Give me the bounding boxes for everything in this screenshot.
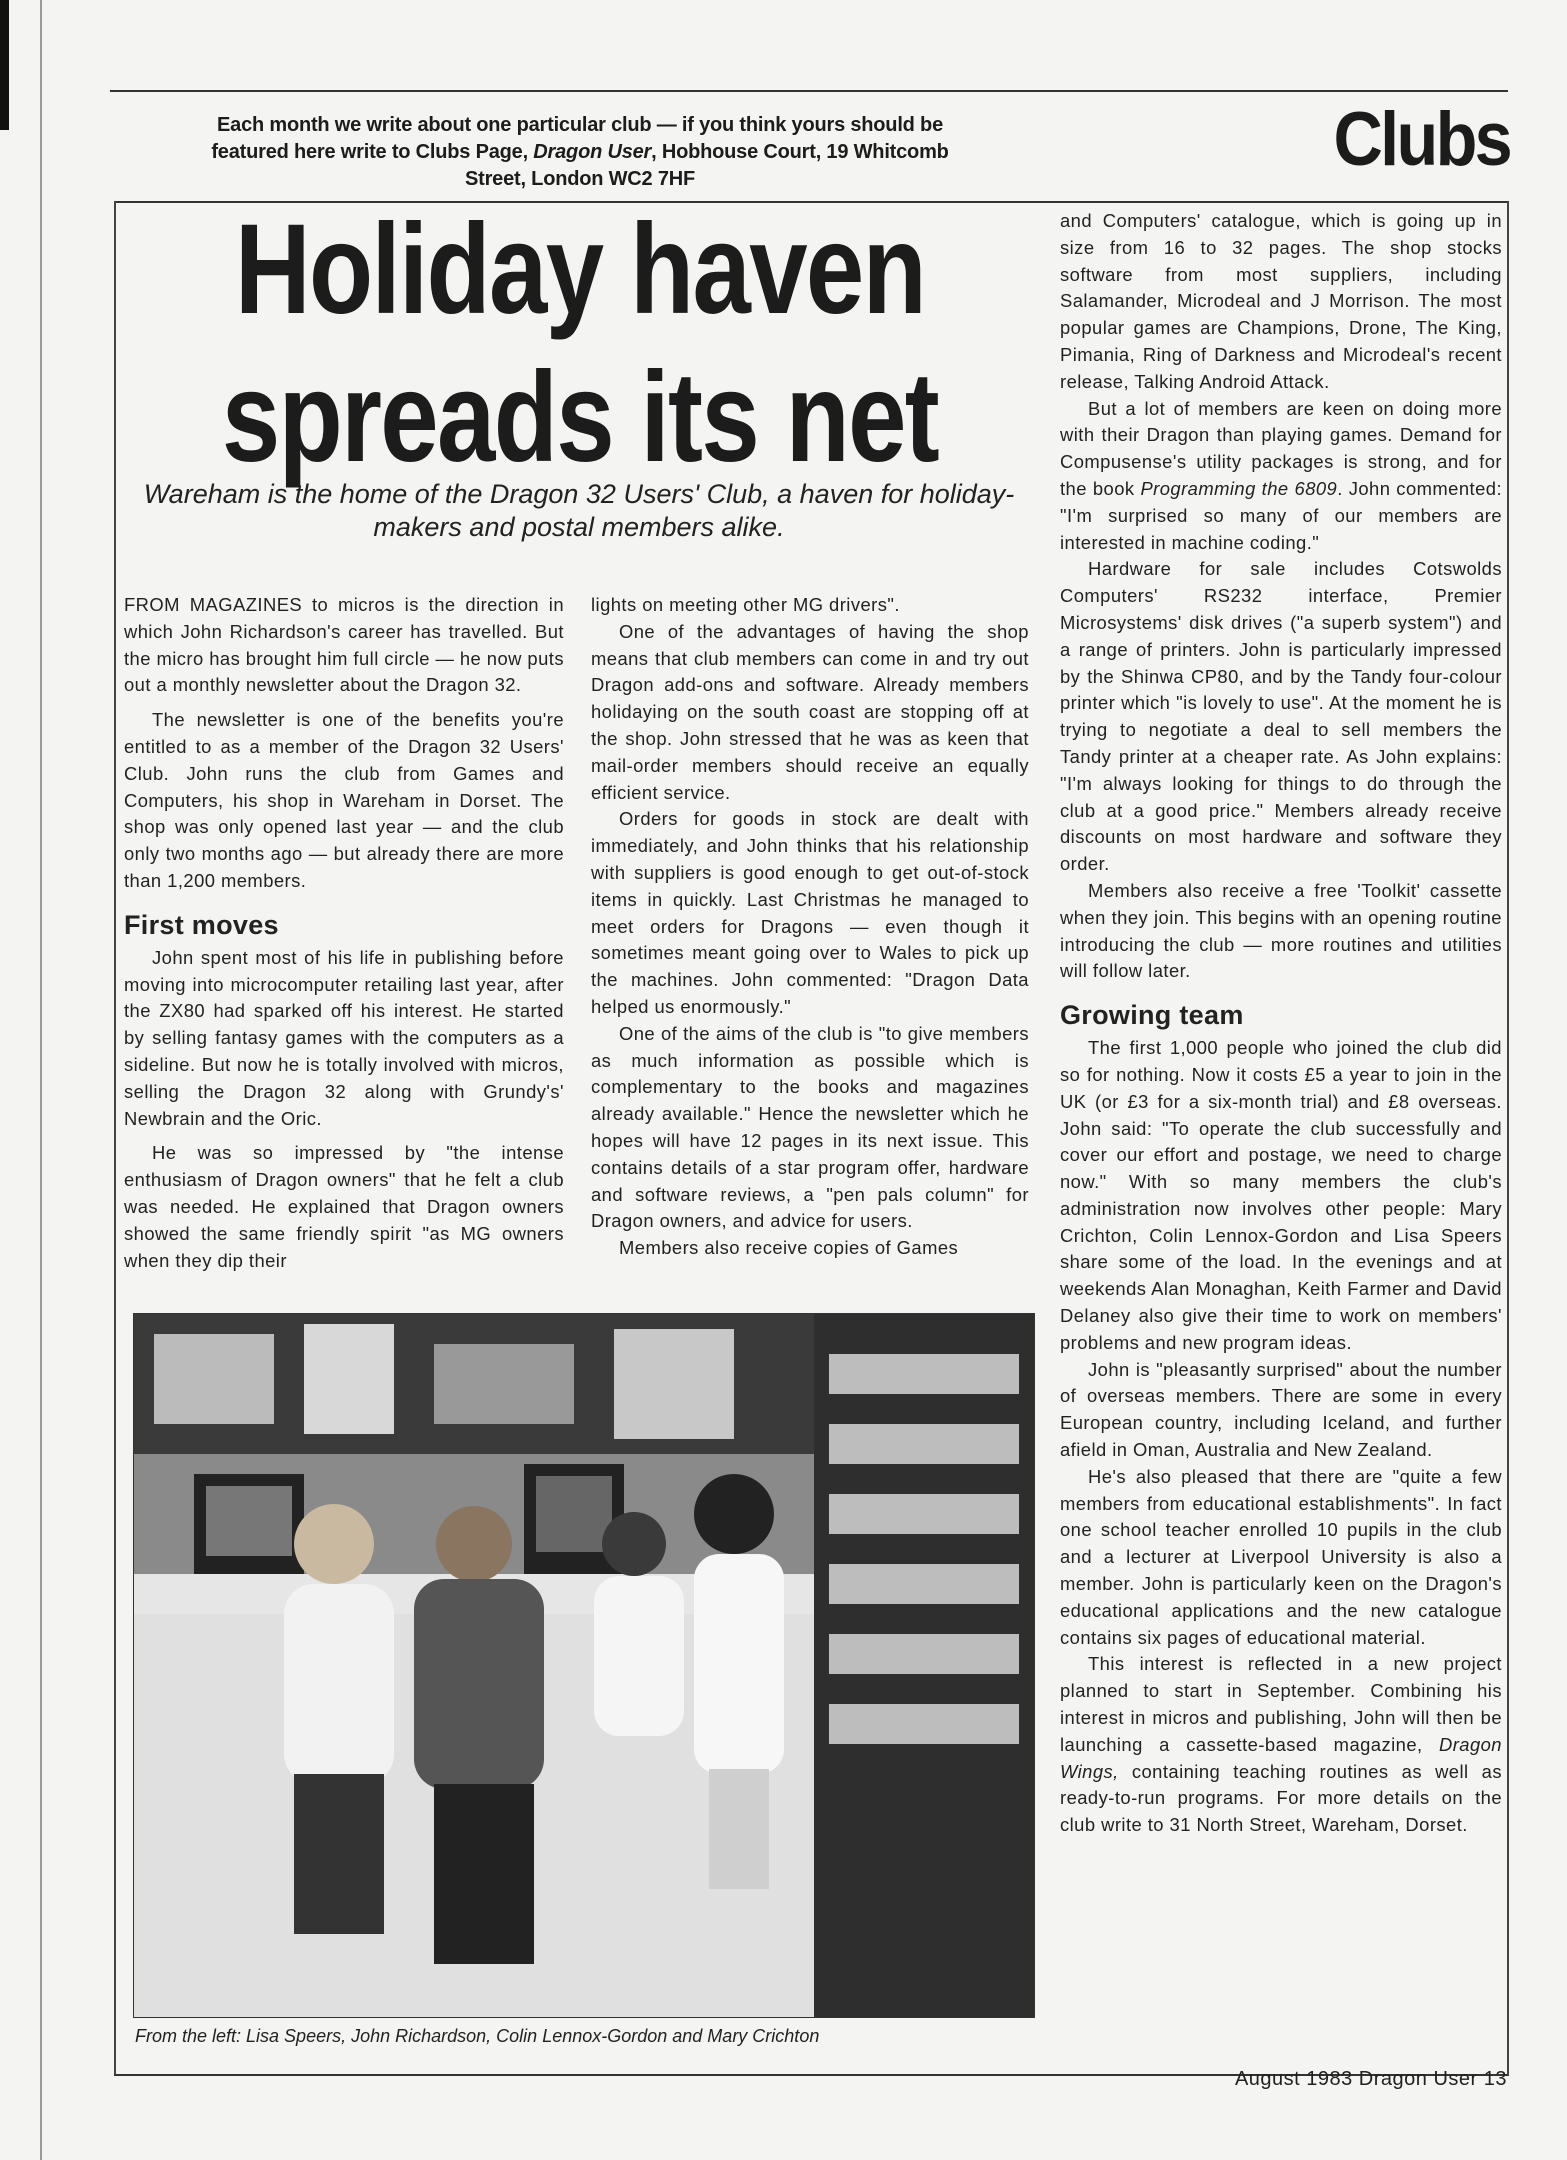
article-column-3 <box>1060 208 1502 1839</box>
paragraph-text: This interest is reflected in a new project planned to start in September. Combining his interest in micros and publishing, John will then be launching a cassette-based magazine, <box>1060 1653 1502 1755</box>
paragraph-text: containing teaching routines as well as ready-to-run programs. For more details on the club write to 31 North Street, Wareham, Dorset. <box>1060 1760 1502 1836</box>
page-footer: August 1983 Dragon User 13 <box>1234 2068 1507 2090</box>
paragraph: John is "pleasantly surprised" about the number of overseas members. There are some in every European country, including Iceland, and further afield in Oman, Australia and New Zealand. <box>1060 1358 1502 1461</box>
intro-line: Street, London WC2 7HF <box>464 168 696 190</box>
paragraph: lights on meeting other MG drivers". <box>591 594 900 615</box>
section-title: Clubs <box>1333 97 1510 182</box>
clubs-intro-note <box>140 112 1020 193</box>
paragraph: FROM MAGAZINES to micros is the direction in which John Richardson's career has travelled. But the micro has brought him full circle — he now puts out a monthly newsletter about the Dragon 32. <box>124 594 564 696</box>
paragraph <box>1060 1651 1502 1839</box>
book-title: Programming the 6809 <box>1140 477 1338 499</box>
paragraph: He was so impressed by "the intense enthusiasm of Dragon owners" that he felt a club was needed. He explained that Dragon owners showed the same friendly spirit "as MG owners when they dip their <box>124 1142 564 1271</box>
top-rule <box>110 90 1508 92</box>
paragraph: Hardware for sale includes Cotswolds Computers' RS232 interface, Premier Microsystems' disk drives ("a superb system") and a range of printers. John is particularly impressed by the Shinwa CP80, and by the Tandy four-colour printer which "is lovely to use". At the moment he is trying to negotiate a deal to sell members the Tandy printer at a cheaper rate. As John explains: "I'm always looking for things to do through the club at a good price." Members already receive discounts on most hardware and software they order. <box>1060 558 1502 875</box>
magazine-name: Dragon User <box>533 141 652 163</box>
paragraph <box>1060 396 1502 557</box>
intro-line <box>140 139 1020 166</box>
article-column-2 <box>591 592 1029 1262</box>
subheading: Growing team <box>1060 1000 1244 1031</box>
shop-photo <box>133 1313 1035 2018</box>
paragraph-text: But a lot of members are keen on doing more with their Dragon than playing games. Demand for Compusense's utility packages is strong, and for the book <box>1060 397 1502 499</box>
paragraph: He's also pleased that there are "quite a few members from educational establishments". In fact one school teacher enrolled 10 pupils in the club and a lecturer at Liverpool University is also a member. John is particularly keen on the Dragon's educational applications and the new catalogue contains six pages of educational material. <box>1060 1465 1502 1648</box>
paragraph: The newsletter is one of the benefits you're entitled to as a member of the Dragon 32 Users' Club. John runs the club from Games and Computers, his shop in Wareham in Dorset. The shop was only opened last year — and the club only two months ago — but already there are more than 1,200 members. <box>124 709 564 891</box>
article-box-left <box>114 201 116 2076</box>
paragraph-text: . John commented: "I'm surprised so many of our members are interested in machine coding." <box>1060 477 1502 553</box>
headline-line: spreads its net <box>221 346 939 489</box>
paragraph: Members also receive copies of Games <box>619 1237 959 1259</box>
headline <box>120 196 1040 492</box>
paragraph: One of the advantages of having the shop means that club members can come in and try out Dragon add-ons and software. Already members holidaying on the south coast are stopping off at the shop. John stressed that he was as keen that mail-order members should receive an equally efficient service. <box>591 620 1029 803</box>
scan-edge-line <box>40 0 42 2160</box>
photo-caption: From the left: Lisa Speers, John Richardson, Colin Lennox-Gordon and Mary Crichton <box>135 2026 820 2046</box>
paragraph: The first 1,000 people who joined the club did so for nothing. Now it costs £5 a year to join in the UK (or £3 for a six-month trial) and £8 overseas. John said: "To operate the club successfully and cover our effort and postage, we need to charge now." With so many members the club's administration now involves other people: Mary Crichton, Colin Lennox-Gordon and Lisa Speers share some of the load. In the evenings and at weekends Alan Monaghan, Keith Farmer and David Delaney also give their time to work on members' problems and new program ideas. <box>1060 1037 1502 1353</box>
scan-edge-strip <box>0 0 9 130</box>
article-column-1 <box>124 592 564 1274</box>
shop-photo-illustration <box>134 1314 1035 2018</box>
intro-line: Each month we write about one particular club — if you think yours should be <box>217 114 943 136</box>
subheading: First moves <box>124 909 279 940</box>
article-box-right <box>1507 201 1509 2076</box>
standfirst: Wareham is the home of the Dragon 32 Users' Club, a haven for holiday-makers and postal members alike. <box>143 479 1015 542</box>
paragraph: and Computers' catalogue, which is going up in size from 16 to 32 pages. The shop stocks software from most suppliers, including Salamander, Microdeal and J Morrison. The most popular games are Champions, Drone, The King, Pimania, Ring of Darkness and Microdeal's recent release, Talking Android Attack. <box>1060 210 1502 392</box>
paragraph: John spent most of his life in publishing before moving into microcomputer retailing last year, after the ZX80 had sparked off his interest. He started by selling fantasy games with the computers as a sideline. But now he is totally involved with micros, selling the Dragon 32 along with Grundy's' Newbrain and the Oric. <box>124 946 564 1129</box>
headline-line: Holiday haven <box>234 198 926 341</box>
paragraph: One of the aims of the club is "to give members as much information as possible which is complementary to the books and magazines already available." Hence the newsletter which he hopes will have 12 pages in its next issue. This contains details of a star program offer, hardware and software reviews, a "pen pals column" for Dragon owners, and advice for users. <box>591 1022 1029 1232</box>
magazine-title: Dragon Wings, <box>1060 1733 1502 1782</box>
intro-text: , Hobhouse Court, 19 Whitcomb <box>651 141 949 163</box>
paragraph: Members also receive a free 'Toolkit' cassette when they join. This begins with an opening routine introducing the club — more routines and utilities will follow later. <box>1060 879 1502 982</box>
paragraph: Orders for goods in stock are dealt with immediately, and John thinks that his relationship with suppliers is good enough to get out-of-stock items in quickly. Last Christmas he managed to meet orders for Dragons — even though it sometimes meant going over to Wales to pick up the machines. John commented: "Dragon Data helped us enormously." <box>591 808 1029 1017</box>
intro-text: featured here write to Clubs Page, <box>211 141 534 163</box>
